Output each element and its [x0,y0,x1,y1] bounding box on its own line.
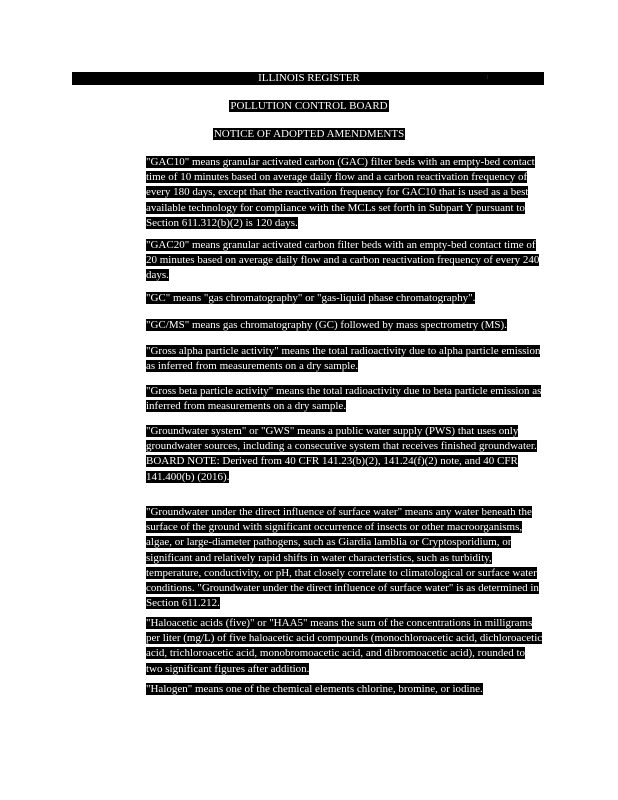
board-heading [0,100,618,113]
definition-gac20 [146,238,544,284]
definition-groundwater-system [146,424,544,485]
definition-gcms [146,318,544,333]
definition-groundwater-under-influence [146,505,544,611]
definition-haa5-text: "Haloacetic acids (five)" or "HAA5" means the sum of the concentrations in milligrams per liter (mg/L) of five haloacetic acid compounds (monochloroacetic acid, dichloroacetic acid, trichloroacetic acid, monobromoacetic acid, and dibromoacetic acid), rounded to two significant figures after addition. [146,617,543,675]
notice-heading [0,128,618,141]
definition-gross-beta [146,384,544,414]
register-heading-text: ILLINOIS REGISTER [258,72,360,84]
register-heading [0,72,618,85]
page-number: 1 [486,75,489,81]
notice-heading-text: NOTICE OF ADOPTED AMENDMENTS [213,128,405,140]
definition-groundwater-under-influence-text: "Groundwater under the direct influence of surface water" means any water beneath the surface of the ground with significant occurrence of insects or other macroorganisms, algae, or large-diameter pathogens, such as Giardia lamblia or Cryptosporidium, or significant and relatively rapid shifts in water characteristics, such as turbidity, temperature, conductivity, or pH, that closely correlate to climatological or surface water conditions. "Groundwater under the direct influence of surface water" is as determined in Section 611.212. [146,506,539,610]
definition-gac20-text: "GAC20" means granular activated carbon filter beds with an empty-bed contact time of 20 minutes based on average daily flow and a carbon reactivation frequency of every 240 days. [146,239,540,282]
definition-haa5 [146,616,544,677]
board-note: BOARD NOTE: Derived from 40 CFR 141.23(b)(2), 141.24(f)(2) note, and 40 CFR 141.400(b) (2016). [146,455,518,483]
definition-gross-beta-text: "Gross beta particle activity" means the total radioactivity due to beta particle emission as inferred from measurements on a dry sample. [146,385,542,413]
definition-gcms-text: "GC/MS" means gas chromatography (GC) followed by mass spectrometry (MS). [146,319,507,331]
definition-gc-text: "GC" means "gas chromatography" or "gas-liquid phase chromatography". [146,292,476,304]
definition-gac10-text: "GAC10" means granular activated carbon (GAC) filter beds with an empty-bed contact time of 10 minutes based on average daily flow and a carbon reactivation frequency of every 180 days, except that the reactivation frequency for GAC10 that is used as a best available technology for compliance with the MCLs set forth in Subpart Y pursuant to Section 611.312(b)(2) is 120 days. [146,156,535,229]
definition-gac10 [146,155,544,231]
definition-gc [146,291,544,306]
definition-halogen [146,682,544,697]
definition-halogen-text: "Halogen" means one of the chemical elements chlorine, bromine, or iodine. [146,683,483,695]
definition-gross-alpha-text: "Gross alpha particle activity" means the total radioactivity due to alpha particle emission as inferred from measurements on a dry sample. [146,345,541,373]
board-heading-text: POLLUTION CONTROL BOARD [230,100,388,112]
definition-gross-alpha [146,344,544,374]
definition-groundwater-system-text: "Groundwater system" or "GWS" means a public water supply (PWS) that uses only groundwater sources, including a consecutive system that receives finished groundwater. [146,425,537,453]
